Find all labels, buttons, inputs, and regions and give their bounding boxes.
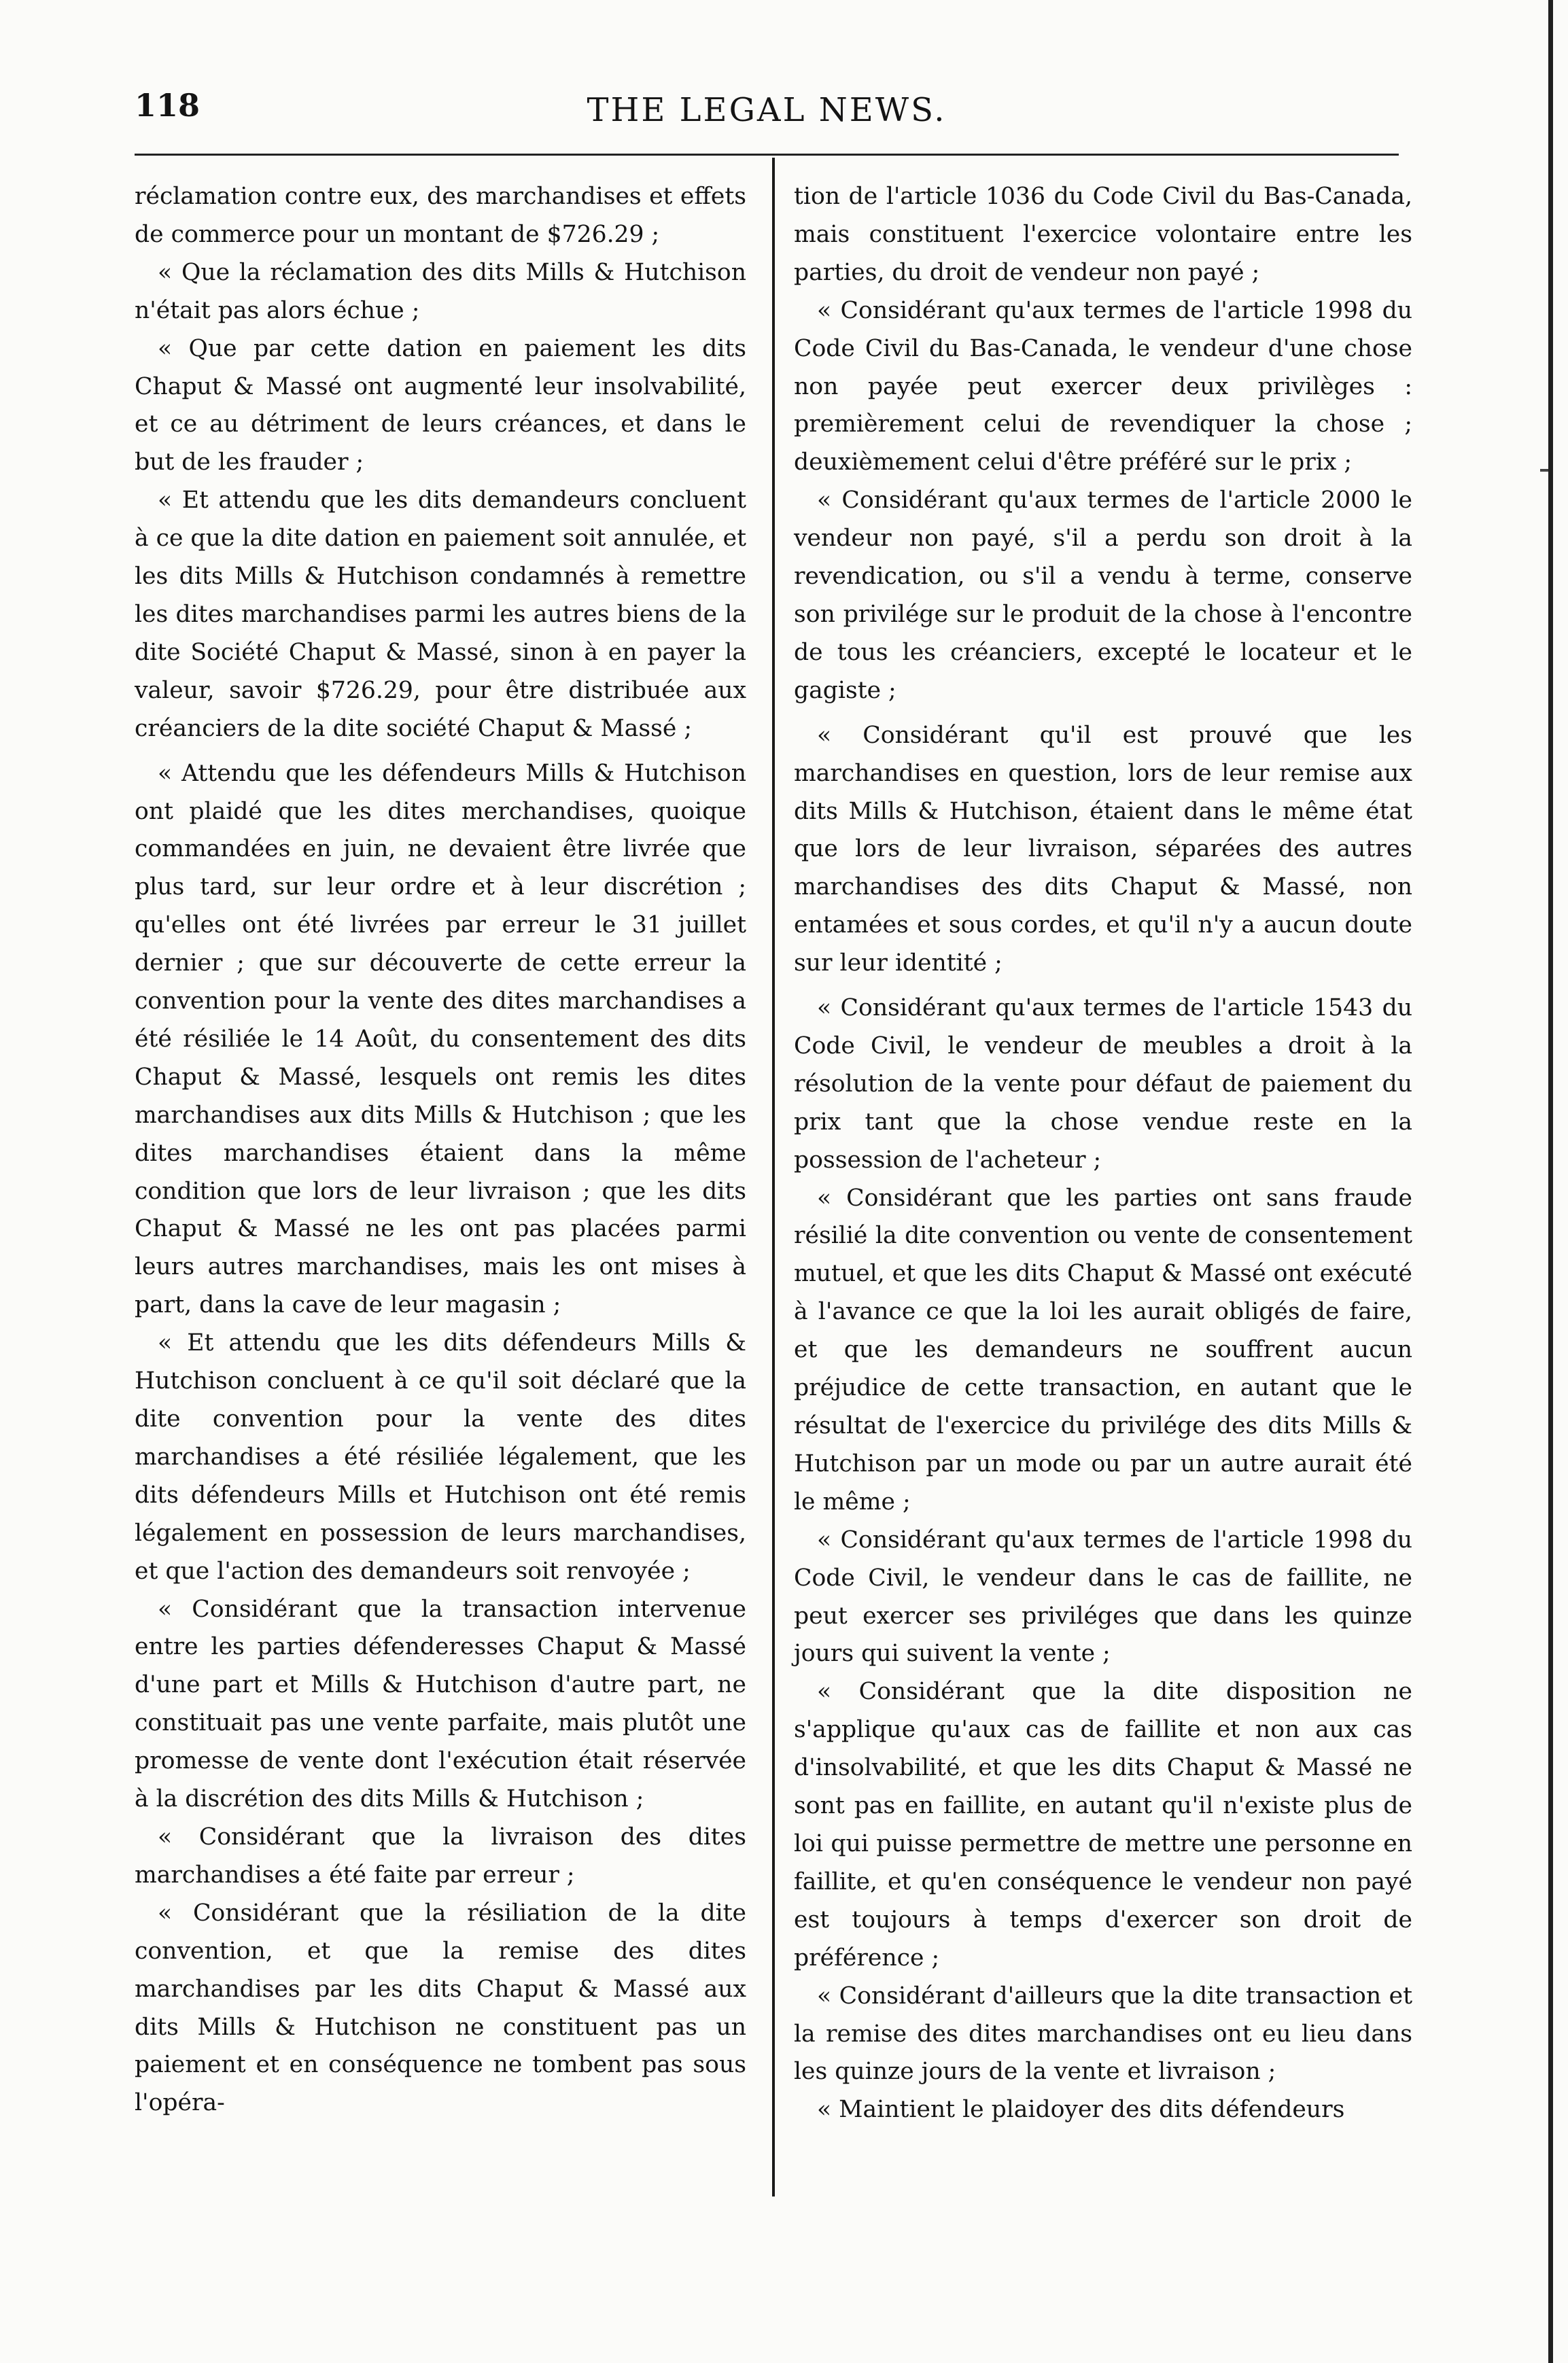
paragraph: « Considérant que la dite disposition ne s'applique qu'aux cas de faillite et non aux cas d'insolvabilité, et que les dits Chaput & Massé ne sont pas en faillite, en autant qu'il n'existe plus de loi qui puisse permettre de mettre une personne en faillite, et qu'en conséquence le vendeur non payé est toujours à temps d'exercer son droit de préférence ;: [794, 1678, 1412, 1972]
paragraph: « Attendu que les défendeurs Mills & Hutchison ont plaidé que les dites merchandises, quoique commandées en juin, ne devaient être livrée que plus tard, sur leur ordre et à leur discrétion ; qu'elles ont été livrées par erreur le 31 juillet dernier ; que sur découverte de cette erreur la convention pour la vente des dites marchandises a été résiliée le 14 Août, du consentement des dits Chaput & Massé, lesquels ont remis les dites marchandises aux dits Mills & Hutchison ; que les dites marchandises étaient dans la même condition que lors de leur livraison ; que les dits Chaput & Massé ne les ont pas placées parmi leurs autres marchandises, mais les ont mises à part, dans la cave de leur magasin ;: [135, 759, 746, 1319]
page-number: 118: [135, 87, 201, 124]
paragraph: « Considérant qu'il est prouvé que les marchandises en question, lors de leur remise aux dits Mills & Hutchison, étaient dans le même état que lors de leur livraison, séparées des autres marchandises des dits Chaput & Massé, non entamées et sous cordes, et qu'il n'y a aucun doute sur leur identité ;: [794, 721, 1412, 977]
paragraph: « Et attendu que les dits défendeurs Mills & Hutchison concluent à ce qu'il soit déclaré que la dite convention pour la vente des dites marchandises a été résiliée légalement, que les dits défendeurs Mills et Hutchison ont été remis légalement en possession de leurs marchandises, et que l'action des demandeurs soit renvoyée ;: [135, 1329, 746, 1585]
page-header: [135, 87, 1399, 141]
paragraph: « Considérant qu'aux termes de l'article 1998 du Code Civil, le vendeur dans le cas de faillite, ne peut exercer ses priviléges que dans les quinze jours qui suivent la vente ;: [794, 1526, 1412, 1668]
paragraph: « Considérant que la livraison des dites marchandises a été faite par erreur ;: [135, 1823, 746, 1889]
page-edge-mark: [1540, 469, 1548, 472]
paragraph: « Maintient le plaidoyer des dits défendeurs: [817, 2096, 1345, 2124]
paragraph: « Que la réclamation des dits Mills & Hutchison n'était pas alors échue ;: [135, 258, 746, 324]
page-edge-rule: [1548, 0, 1553, 2363]
paragraph: « Considérant qu'aux termes de l'article 1998 du Code Civil du Bas-Canada, le vendeur d'une chose non payée peut exercer deux privilèges : premièrement celui de revendiquer la chose ; deuxièmement celui d'être préféré sur le prix ;: [794, 296, 1412, 476]
paragraph: « Considérant d'ailleurs que la dite transaction et la remise des dites marchandises ont eu lieu dans les quinze jours de la vente et livraison ;: [794, 1982, 1412, 2086]
left-column: [135, 178, 746, 2122]
paragraph: « Considérant qu'aux termes de l'article 2000 le vendeur non payé, s'il a perdu son droit à la revendication, ou s'il a vendu à terme, conserve son privilége sur le produit de la chose à l'encontre de tous les créanciers, excepté le locateur et le gagiste ;: [794, 487, 1412, 704]
paragraph: « Considérant que la transaction intervenue entre les parties défenderesses Chaput & Massé d'une part et Mills & Hutchison d'autre part, ne constituait pas une vente parfaite, mais plutôt une promesse de vente dont l'exécution était réservée à la discrétion des dits Mills & Hutchison ;: [135, 1595, 746, 1813]
journal-title: THE LEGAL NEWS.: [587, 91, 947, 129]
header-rule: [135, 154, 1399, 156]
paragraph: « Considérant que les parties ont sans fraude résilié la dite convention ou vente de consentement mutuel, et que les dits Chaput & Massé ont exécuté à l'avance ce que la loi les aurait obligés de faire, et que les demandeurs ne souffrent aucun préjudice de cette transaction, en autant que le résultat de l'exercice du privilége des dits Mills & Hutchison par un mode ou par un autre aurait été le même ;: [794, 1184, 1412, 1516]
paragraph: « Et attendu que les dits demandeurs concluent à ce que la dite dation en paiement soit annulée, et les dits Mills & Hutchison condamnés à remettre les dites marchandises parmi les autres biens de la dite Société Chaput & Massé, sinon à en payer la valeur, savoir $726.29, pour être distribuée aux créanciers de la dite société Chaput & Massé ;: [135, 487, 746, 742]
right-column: [794, 178, 1412, 2129]
paragraph: « Considérant qu'aux termes de l'article 1543 du Code Civil, le vendeur de meubles a droit à la résolution de la vente pour défaut de paiement du prix tant que la chose vendue reste en la possession de l'acheteur ;: [794, 994, 1412, 1174]
paragraph: « Que par cette dation en paiement les dits Chaput & Massé ont augmenté leur insolvabilité, et ce au détriment de leurs créances, et dans le but de les frauder ;: [135, 334, 746, 476]
paragraph: « Considérant que la résiliation de la dite convention, et que la remise des dites marchandises par les dits Chaput & Massé aux dits Mills & Hutchison ne constituent pas un paiement et en conséquence ne tombent pas sous l'opéra-: [135, 1899, 746, 2117]
paragraph: tion de l'article 1036 du Code Civil du Bas-Canada, mais constituent l'exercice volontaire entre les parties, du droit de vendeur non payé ;: [794, 183, 1412, 286]
paragraph: réclamation contre eux, des marchandises et effets de commerce pour un montant de $726.29 ;: [135, 183, 746, 248]
column-divider: [772, 158, 775, 2196]
